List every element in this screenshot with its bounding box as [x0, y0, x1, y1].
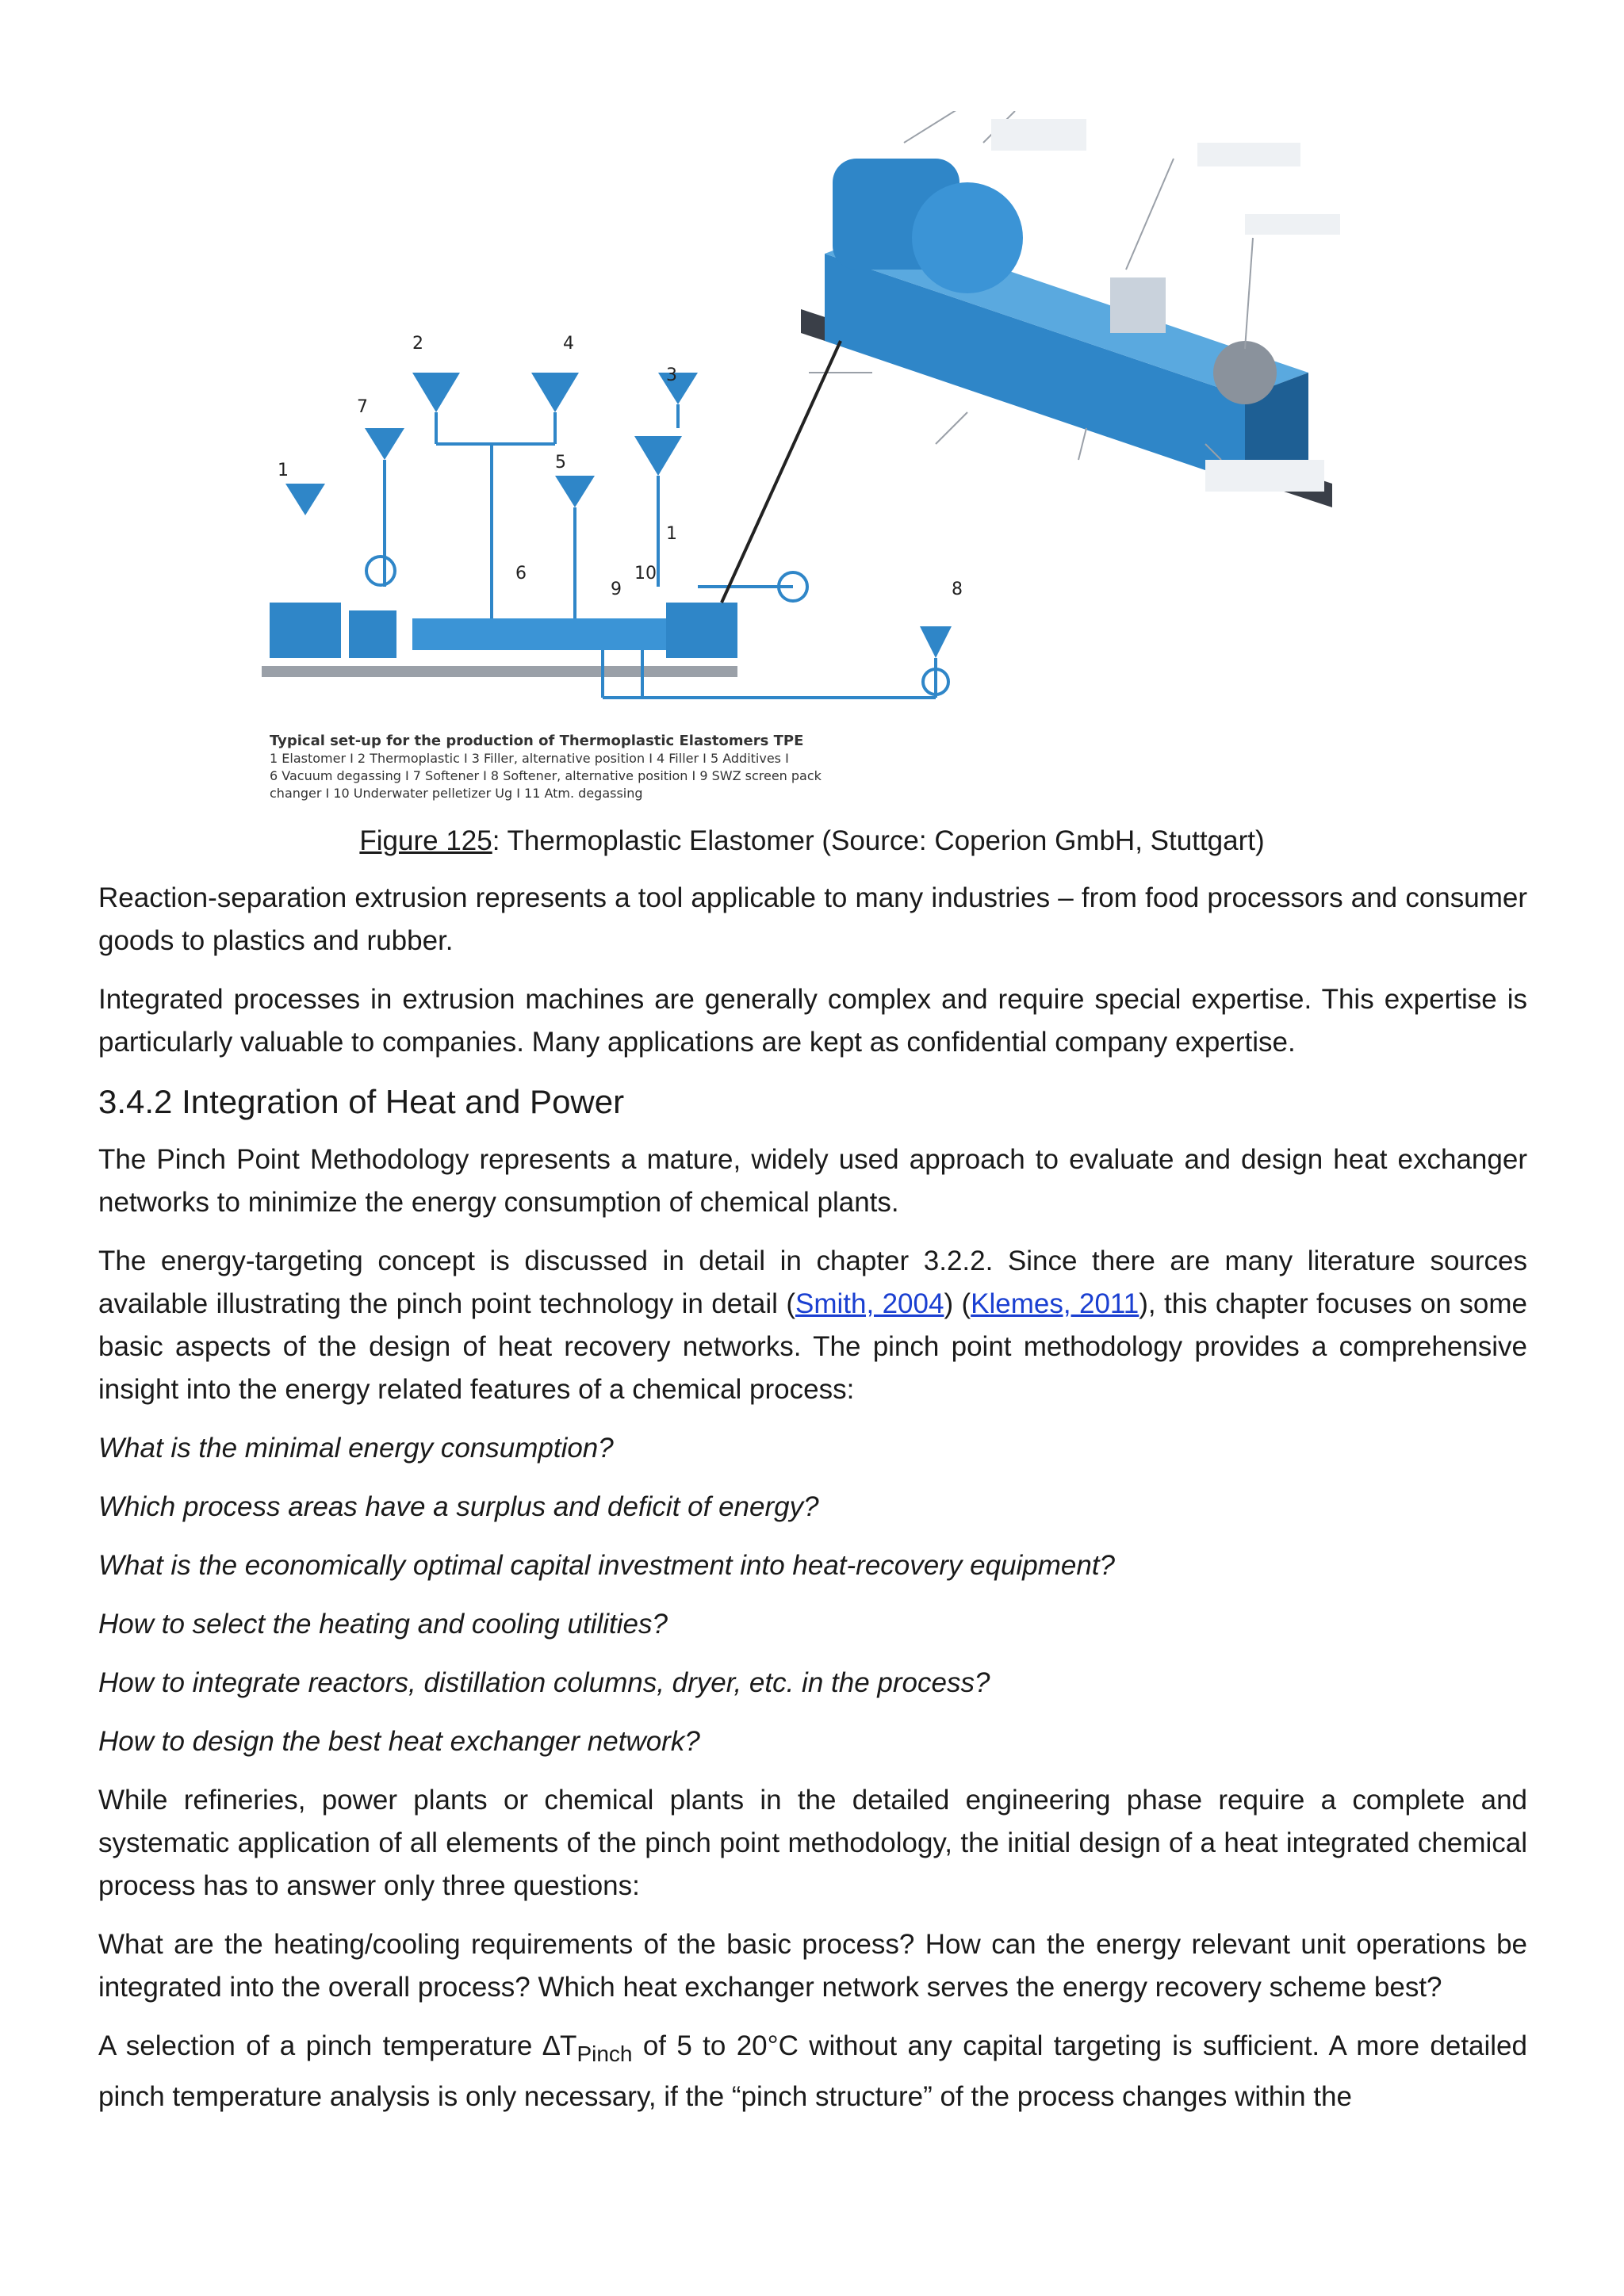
- legend-line-3: changer I 10 Underwater pelletizer Ug I 11 Atm. degassing: [270, 786, 643, 801]
- question-1: What is the minimal energy consumption?: [98, 1433, 614, 1464]
- reference-klemes-2011[interactable]: Klemes, 2011: [971, 1288, 1139, 1319]
- reference-smith-2004[interactable]: Smith, 2004: [795, 1288, 944, 1319]
- label-8: 8: [952, 580, 963, 599]
- legend-line-2: 6 Vacuum degassing I 7 Softener I 8 Softener, alternative position I 9 SWZ screen pack: [270, 768, 822, 783]
- delta-t-symbol: ∆T: [542, 2030, 577, 2061]
- label-10: 10: [634, 564, 657, 584]
- paragraph-3: The Pinch Point Methodology represents a mature, widely used approach to evaluate and design heat exchanger networks to minimize the energy consumption of chemical plants.: [98, 1144, 1527, 1218]
- figure-caption: [0, 825, 1624, 858]
- extruder-illustration: [254, 111, 1396, 809]
- label-7: 7: [357, 397, 368, 417]
- question-5: How to integrate reactors, distillation columns, dryer, etc. in the process?: [98, 1667, 990, 1698]
- figure-thermoplastic-elastomer: [254, 111, 1396, 809]
- paragraph-1: Reaction-separation extrusion represents a tool applicable to many industries – from food processors and consumer goods to plastics and rubber.: [98, 882, 1527, 956]
- section-heading: 3.4.2 Integration of Heat and Power: [98, 1083, 625, 1120]
- label-9: 9: [611, 580, 622, 599]
- figure-number-link[interactable]: Figure 125: [359, 825, 492, 856]
- paragraph-7-part-a: A selection of a pinch temperature: [98, 2030, 543, 2061]
- paragraph-5: While refineries, power plants or chemical plants in the detailed engineering phase require a complete and systematic application of all elements of the pinch point methodology, the initial design of a heat integrated chemical process has to answer only three questions:: [98, 1785, 1527, 1901]
- label-6: 6: [515, 564, 527, 584]
- label-2: 2: [412, 334, 423, 354]
- label-3: 3: [666, 365, 677, 385]
- question-4: How to select the heating and cooling utilities?: [98, 1609, 668, 1640]
- paragraph-4-part-a: The energy-targeting concept is discussed in detail in chapter 3.2.2. Since there are many literature sources available illustrating the pinch point technology in detail (: [98, 1246, 1527, 1319]
- paragraph-7: [98, 2025, 1527, 2118]
- paragraph-7-part-b: of 5 to 20°C without any capital targeting is sufficient. A more detailed pinch temperature analysis is only necessary, if the “pinch structure” of the process changes within the: [98, 2030, 1527, 2112]
- paragraph-6: What are the heating/cooling requirements of the basic process? How can the energy relevant unit operations be integrated into the overall process? Which heat exchanger network serves the energy recovery scheme best?: [98, 1929, 1527, 2003]
- legend-line-1: 1 Elastomer I 2 Thermoplastic I 3 Filler, alternative position I 4 Filler I 5 Additives I: [270, 751, 789, 766]
- machine-rendering: [801, 111, 1340, 507]
- label-1: 1: [278, 461, 289, 480]
- question-3: What is the economically optimal capital investment into heat-recovery equipment?: [98, 1550, 1116, 1581]
- label-11: 1: [666, 524, 677, 544]
- question-2: Which process areas have a surplus and deficit of energy?: [98, 1491, 819, 1522]
- page-body: [98, 877, 1527, 2134]
- figure-caption-text: : Thermoplastic Elastomer (Source: Coperion GmbH, Stuttgart): [492, 825, 1265, 856]
- paragraph-4: [98, 1240, 1527, 1411]
- question-6: How to design the best heat exchanger network?: [98, 1726, 700, 1757]
- pinch-subscript: Pinch: [576, 2042, 633, 2066]
- process-schematic: [262, 334, 963, 801]
- paragraph-4-part-c: ), this chapter focuses on some basic aspects of the design of heat recovery networks. The pinch point methodology provides a comprehensive insight into the energy related features of a chemical process:: [98, 1288, 1527, 1405]
- paragraph-2: Integrated processes in extrusion machines are generally complex and require special expertise. This expertise is particularly valuable to companies. Many applications are kept as confidential company expertise.: [98, 984, 1527, 1058]
- legend-title: Typical set-up for the production of Thermoplastic Elastomers TPE: [270, 733, 804, 749]
- label-5: 5: [555, 453, 566, 473]
- paragraph-4-part-b: ) (: [944, 1288, 971, 1319]
- label-4: 4: [563, 334, 574, 354]
